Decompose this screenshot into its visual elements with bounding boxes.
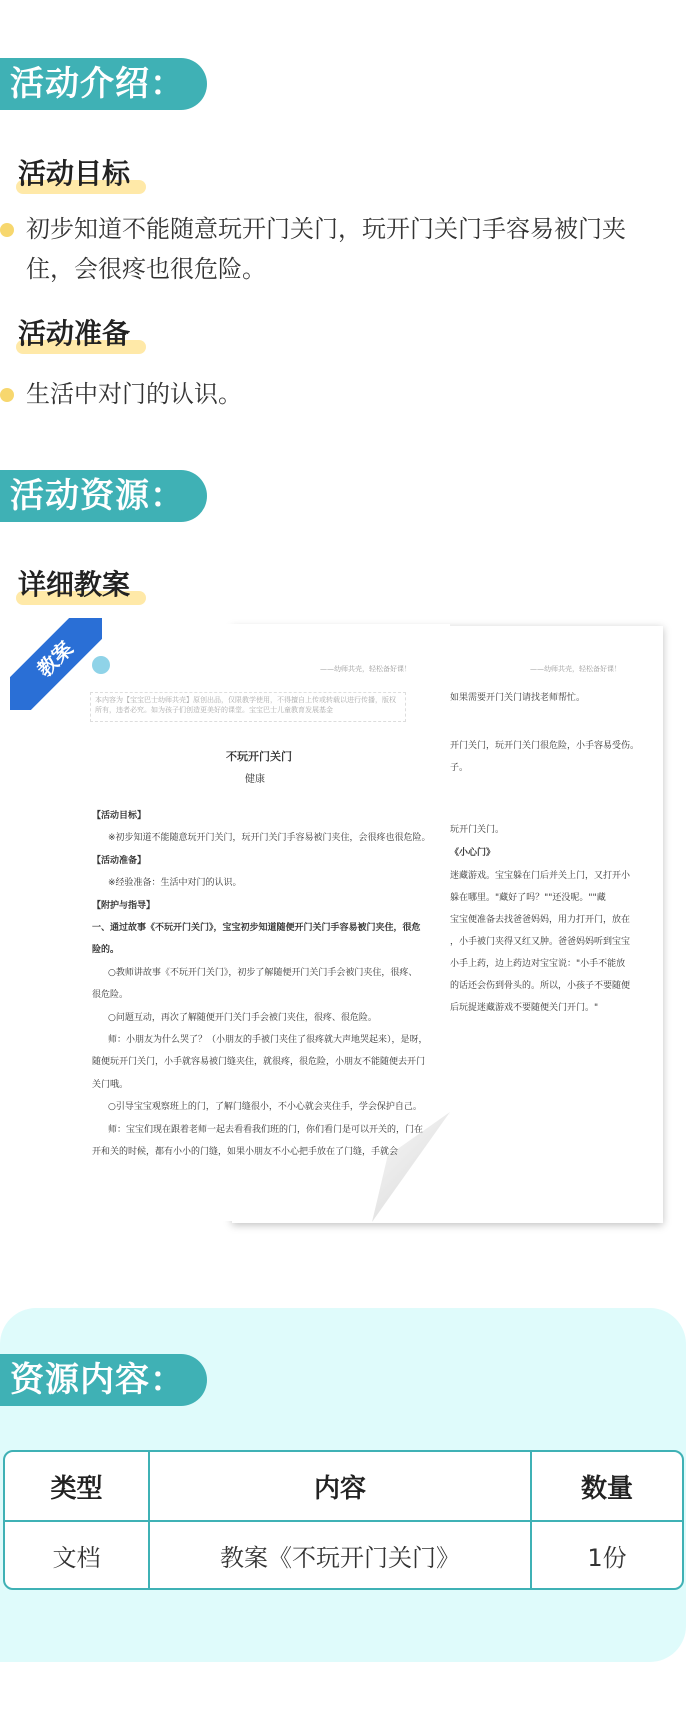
document-line: 随便玩开门关门，小手就容易被门缝夹住，就很疼，很危险，小朋友不能随便去开门	[92, 1057, 426, 1068]
document-line: 一、通过故事《不玩开门关门》，宝宝初步知道随便开门关门手容易被门夹住，很危	[92, 923, 421, 933]
prep-text	[26, 374, 242, 414]
document-line: 的话还会伤到骨头的。所以，小孩子不要随便	[450, 981, 631, 991]
prep-title-text: 活动准备	[18, 317, 131, 350]
table-header-row	[5, 1452, 682, 1522]
resource-table	[3, 1450, 684, 1590]
copyright-notice-text: 本内容为【宝宝巴士幼师共壳】原创出品，仅限教学使用，不得擅自上传或转载以进行传播，版权所有，违者必究。如为孩子们创造更美好的课堂。宝宝巴士儿童教育发展基金	[95, 696, 396, 714]
document-line: 师：小朋友为什么哭了？（小朋友的手被门夹住了很疼就大声地哭起来），是呀，	[108, 1035, 428, 1045]
document-line: 关门哦。	[92, 1079, 129, 1090]
document-line: 【活动准备】	[92, 855, 147, 866]
section-heading-content: 资源内容：	[0, 1354, 207, 1406]
document-title: 不玩开门关门	[226, 750, 292, 763]
section-heading-resources: 活动资源：	[0, 470, 207, 522]
goal-title	[18, 152, 130, 192]
section-heading-intro: 活动介绍：	[0, 58, 207, 110]
brand-logo-icon	[92, 656, 110, 674]
document-line: 【活动目标】	[92, 811, 147, 821]
document-line: ※初步知道不能随意玩开门关门，玩开门关门手容易被门夹住，会很疼也很危险。	[108, 833, 431, 844]
document-line: 很危险。	[92, 990, 129, 1001]
document-line: 子。	[450, 763, 469, 773]
document-line: 躲在哪里。"藏好了吗？""还没呢。""藏	[450, 893, 606, 903]
prep-title	[18, 312, 130, 352]
table-header-count: 数量	[580, 1473, 633, 1504]
document-line: ※经验准备：生活中对门的认识。	[108, 878, 242, 889]
table-header-content: 内容	[150, 1452, 532, 1520]
document-line: 【附护与指导】	[92, 900, 156, 911]
document-line: 如果需要开门关门请找老师帮忙。	[450, 693, 586, 703]
document-line: 师：宝宝们现在跟着老师一起去看看我们班的门，你们看门是可以开关的，门在	[108, 1124, 424, 1135]
document-line: 小手上药，边上药边对宝宝说："小手不能放	[450, 959, 626, 969]
slogan-front: ——幼师共壳，轻松备好课！	[320, 665, 411, 673]
plan-ribbon	[10, 618, 102, 710]
table-cell-count: 1份	[587, 1543, 627, 1572]
goal-text-line1: 初步知道不能随意玩开门关门，玩开门关门手容易被门夹	[26, 215, 626, 243]
copyright-notice	[90, 692, 406, 722]
bullet-dot-icon	[0, 388, 14, 402]
document-line: ○教师讲故事《不玩开门关门》，初步了解随便开门关门手会被门夹住，很疼、	[108, 967, 418, 978]
plan-ribbon-label: 教案	[10, 618, 102, 710]
bullet-dot-icon	[0, 223, 14, 237]
goal-title-text: 活动目标	[18, 157, 131, 190]
document-subject: 健康	[245, 774, 265, 785]
document-line: 后玩捉迷藏游戏不要随便关门开门。"	[450, 1003, 599, 1013]
document-line: 开和关的时候，都有小小的门缝，如果小朋友不小心把手放在了门缝，手就会	[92, 1147, 399, 1157]
table-header-type: 类型	[5, 1452, 150, 1520]
document-line: ○问题互动，再次了解随便开门关门手会被门夹住，很疼、很危险。	[108, 1012, 377, 1023]
document-line: ，小手被门夹得又红又肿。爸爸妈妈听到宝宝	[450, 937, 631, 947]
plan-title	[18, 563, 130, 603]
slogan-back: ——幼师共壳，轻松备好课！	[530, 665, 621, 673]
document-line: 宝宝便准备去找爸爸妈妈，用力打开门，放在	[450, 915, 631, 925]
document-line: 迷藏游戏。宝宝躲在门后并关上门，又打开小	[450, 871, 631, 881]
document-line: 开门关门，玩开门关门很危险，小手容易受伤。	[450, 741, 640, 751]
table-row	[5, 1522, 682, 1588]
plan-title-text: 详细教案	[18, 568, 131, 601]
document-line: 《小心门》	[450, 848, 496, 858]
document-line: 险的。	[92, 945, 120, 956]
document-line: ○引导宝宝观察班上的门，了解门缝很小，不小心就会夹住手，学会保护自己。	[108, 1102, 422, 1113]
prep-text-line: 生活中对门的认识。	[26, 380, 242, 408]
table-cell-content: 教案《不玩开门关门》	[150, 1522, 532, 1588]
goal-text	[26, 209, 626, 289]
document-line: 玩开门关门。	[450, 825, 505, 835]
table-cell-type: 文档	[5, 1522, 150, 1588]
goal-text-line2: 住，会很疼也很危险。	[26, 255, 266, 283]
